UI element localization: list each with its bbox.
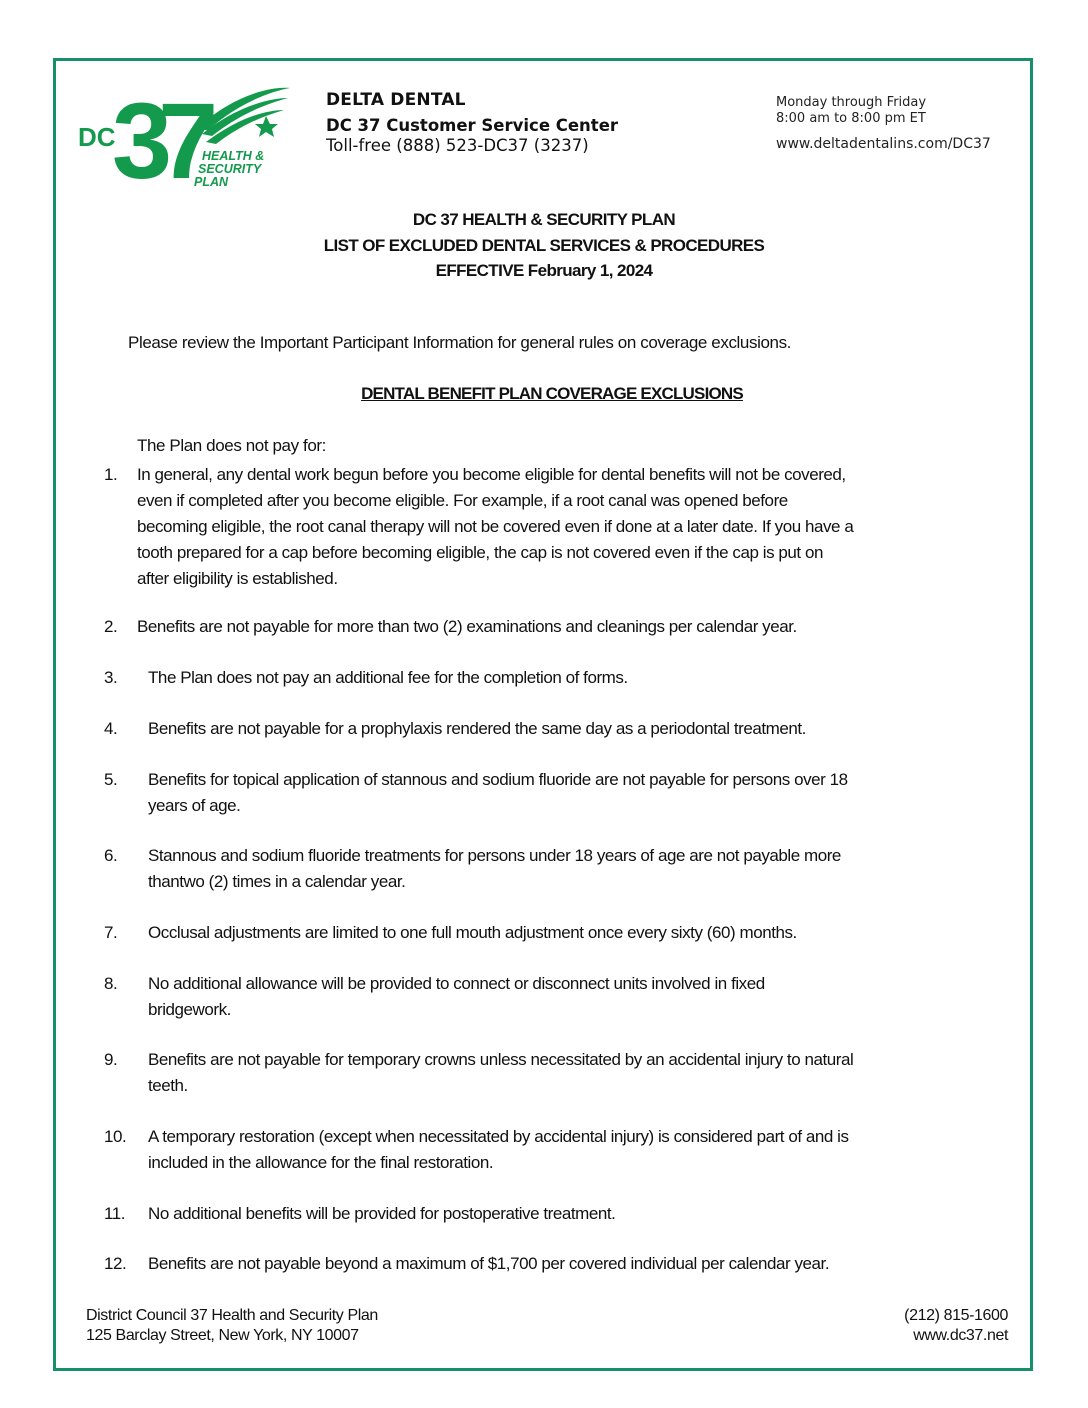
footer-street: 125 Barclay Street, New York, NY 10007	[86, 1327, 359, 1344]
document-title	[0, 207, 1088, 284]
list-item-number: 1.	[104, 465, 118, 484]
toll-free-phone: Toll-free (888) 523-DC37 (3237)	[326, 136, 589, 155]
dc37-logo	[78, 78, 293, 186]
list-item-line: Benefits for topical application of stannous and sodium fluoride are not payable for persons over 18	[148, 770, 848, 789]
list-lead-in: The Plan does not pay for:	[137, 436, 327, 455]
list-item-number: 8.	[104, 974, 118, 993]
list-item-line: Benefits are not payable for a prophylaxis rendered the same day as a periodontal treatment.	[148, 719, 806, 738]
list-item-line: A temporary restoration (except when necessitated by accidental injury) is considered part of and is	[148, 1127, 849, 1146]
list-item-line: Benefits are not payable for more than two (2) examinations and cleanings per calendar year.	[137, 617, 797, 636]
list-item-line: Benefits are not payable beyond a maximum of $1,700 per covered individual per calendar year.	[148, 1254, 830, 1273]
list-item-line: tooth prepared for a cap before becoming eligible, the cap is not covered even if the cap is put on	[137, 543, 823, 562]
list-item-number: 9.	[104, 1050, 118, 1069]
list-item-line: teeth.	[148, 1076, 188, 1095]
list-item-number: 12.	[104, 1254, 127, 1273]
footer-org: District Council 37 Health and Security Plan	[86, 1307, 378, 1324]
footer-phone: (212) 815-1600	[904, 1307, 1008, 1324]
list-item-number: 6.	[104, 846, 118, 865]
title-line-2: LIST OF EXCLUDED DENTAL SERVICES & PROCEDURES	[323, 235, 765, 255]
section-heading: DENTAL BENEFIT PLAN COVERAGE EXCLUSIONS	[361, 384, 743, 403]
list-item-number: 7.	[104, 923, 118, 942]
svg-text:37: 37	[112, 80, 205, 186]
intro-text: Please review the Important Participant Information for general rules on coverage exclusions.	[128, 333, 791, 352]
svg-text:PLAN: PLAN	[194, 175, 229, 186]
title-line-3: EFFECTIVE February 1, 2024	[435, 261, 653, 280]
hours-days: Monday through Friday	[776, 95, 927, 110]
footer-address	[86, 1306, 378, 1346]
list-item-line: even if completed after you become eligible. For example, if a root canal was opened before	[137, 491, 788, 510]
list-item-line: becoming eligible, the root canal therapy will not be covered even if done at a later date. If you have a	[137, 517, 854, 536]
list-item-number: 4.	[104, 719, 118, 738]
list-item-line: The Plan does not pay an additional fee for the completion of forms.	[148, 668, 628, 687]
company-name: DELTA DENTAL	[326, 90, 466, 110]
list-item-number: 10.	[104, 1127, 127, 1146]
list-item-number: 3.	[104, 668, 118, 687]
list-item-line: Benefits are not payable for temporary crowns unless necessitated by an accidental injury to natural	[148, 1050, 854, 1069]
list-item-line: Stannous and sodium fluoride treatments for persons under 18 years of age are not payable more	[148, 846, 841, 865]
list-item-line: bridgework.	[148, 1000, 231, 1019]
footer-contact	[904, 1306, 1008, 1346]
service-center-name: DC 37 Customer Service Center	[326, 116, 619, 135]
title-line-1: DC 37 HEALTH & SECURITY PLAN	[412, 210, 676, 229]
logo-dc-text: DC	[78, 122, 116, 152]
footer-website-link[interactable]: www.dc37.net	[913, 1327, 1008, 1344]
list-item-line: No additional allowance will be provided to connect or disconnect units involved in fixed	[148, 974, 765, 993]
list-item-line: years of age.	[148, 796, 241, 815]
svg-text:HEALTH &: HEALTH &	[202, 149, 265, 163]
list-item-line: after eligibility is established.	[137, 569, 338, 588]
list-item-line: Occlusal adjustments are limited to one full mouth adjustment once every sixty (60) months.	[148, 923, 797, 942]
list-item-number: 5.	[104, 770, 118, 789]
list-item-number: 11.	[104, 1204, 126, 1223]
svg-text:SECURITY: SECURITY	[198, 162, 262, 176]
list-item-line: thantwo (2) times in a calendar year.	[148, 872, 406, 891]
list-item-line: No additional benefits will be provided for postoperative treatment.	[148, 1204, 616, 1223]
hours-time: 8:00 am to 8:00 pm ET	[776, 111, 926, 126]
list-item-line: In general, any dental work begun before you become eligible for dental benefits will not be covered,	[137, 465, 846, 484]
delta-dental-website-link[interactable]: www.deltadentalins.com/DC37	[776, 136, 991, 152]
contact-block	[326, 90, 618, 155]
hours-block	[776, 95, 991, 152]
list-item-line: included in the allowance for the final restoration.	[148, 1153, 494, 1172]
list-item-number: 2.	[104, 617, 118, 636]
